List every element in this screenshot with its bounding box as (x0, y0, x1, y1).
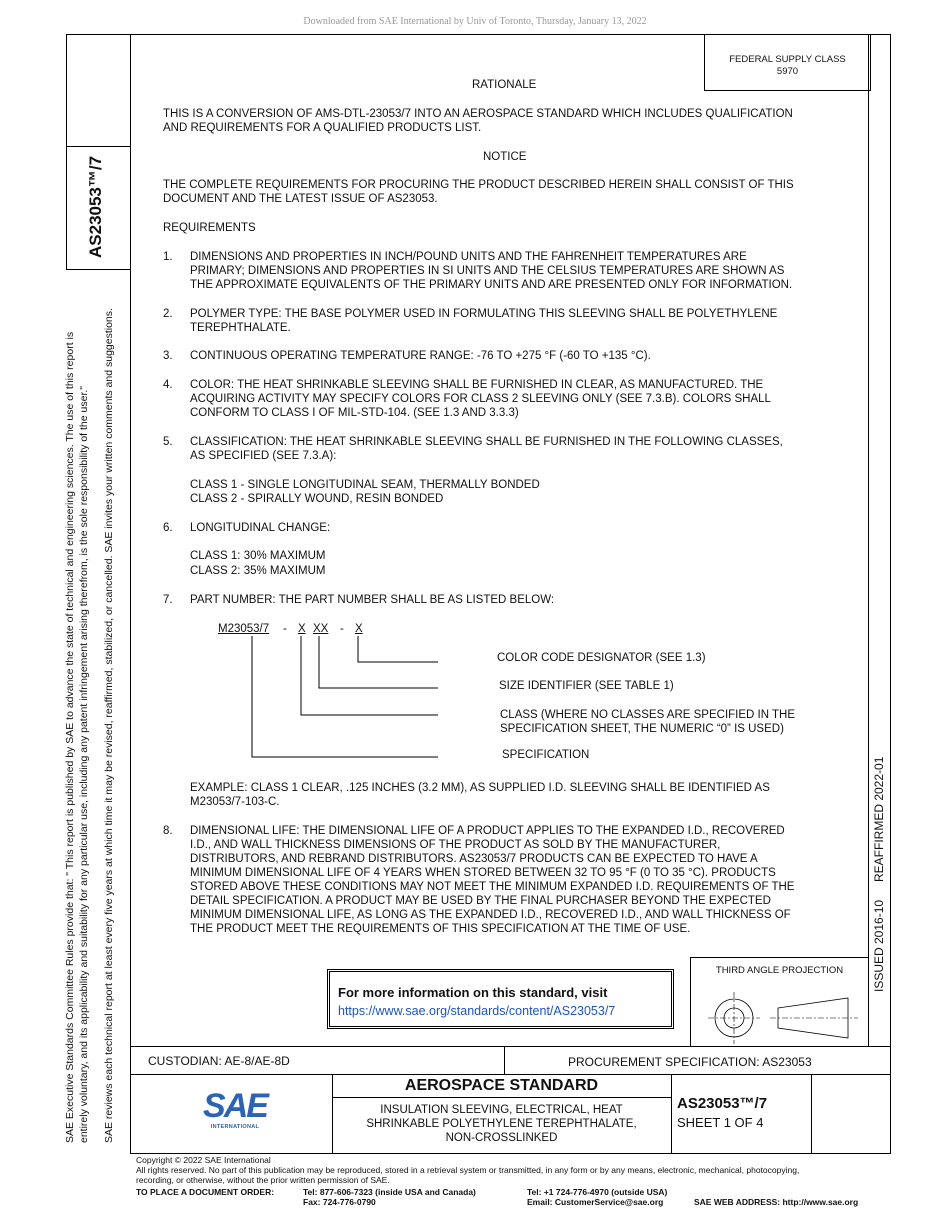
pn-dash: - (283, 623, 287, 635)
pn-dash: - (340, 623, 344, 635)
item-4-line: COLOR: THE HEAT SHRINKABLE SLEEVING SHALL BE FURNISHED IN CLEAR, AS MANUFACTURED. THE (190, 379, 764, 391)
item-2-line: TEREPHTHALATE. (190, 322, 291, 334)
footer-copyright: Copyright © 2022 SAE International (136, 1155, 271, 1165)
class-2-definition: CLASS 2 - SPIRALLY WOUND, RESIN BONDED (190, 493, 444, 505)
doc-id-vertical: AS23053™/7 (86, 155, 105, 258)
item-1-line: THE APPROXIMATE EQUIVALENTS OF THE PRIMARY UNITS AND ARE PRESENTED ONLY FOR INFORMATION. (190, 279, 793, 291)
item-8-line: THE PRODUCT MEET THE REQUIREMENTS OF THIS SPECIFICATION AT THE TIME OF USE. (190, 923, 691, 935)
rationale-line2: AND REQUIREMENTS FOR A QUALIFIED PRODUCTS LIST. (163, 122, 482, 134)
item-8-line: DETAIL SPECIFICATION. A PRODUCT MAY BE USED BY THE FINAL PURCHASER BEYOND THE EXPECTED (190, 895, 771, 907)
class-1-change: CLASS 1: 30% MAXIMUM (190, 550, 326, 562)
item-number: 2. (163, 308, 173, 320)
item-5-line: CLASSIFICATION: THE HEAT SHRINKABLE SLEEVING SHALL BE FURNISHED IN THE FOLLOWING CLASSES, (190, 436, 783, 448)
footer-web: SAE WEB ADDRESS: http://www.sae.org (694, 1197, 859, 1207)
doc-title-line: INSULATION SLEEVING, ELECTRICAL, HEAT (380, 1104, 623, 1116)
footer-rights: recording, or otherwise, without the prior written permission of SAE. (136, 1175, 390, 1185)
aerospace-standard-title: AEROSPACE STANDARD (404, 1077, 599, 1094)
left-notice-line2: entirely voluntary, and its applicability and suitability for any particular use, including any patent infringement arising therefrom, is the sole responsibility of the user." (78, 385, 90, 1143)
item-number: 3. (163, 350, 173, 362)
pn-size: XX (313, 623, 329, 635)
doc-number: AS23053™/7 (677, 1095, 768, 1112)
pn-size-label: SIZE IDENTIFIER (SEE TABLE 1) (499, 680, 674, 692)
custodian: CUSTODIAN: AE-8/AE-8D (148, 1054, 290, 1068)
item-4-line: CONFORM TO CLASS I OF MIL-STD-104. (SEE 1.3 AND 3.3.3) (190, 407, 519, 419)
item-7-line: PART NUMBER: THE PART NUMBER SHALL BE AS LISTED BELOW: (190, 594, 555, 606)
pn-base: M23053/7 (218, 623, 270, 635)
item-2-line: POLYMER TYPE: THE BASE POLYMER USED IN FORMULATING THIS SLEEVING SHALL BE POLYETHYLENE (190, 308, 778, 320)
pn-spec-label: SPECIFICATION (502, 749, 590, 761)
footer-order-label: TO PLACE A DOCUMENT ORDER: (136, 1187, 275, 1197)
rationale-heading: RATIONALE (472, 79, 537, 91)
reaffirmed-date: REAFFIRMED 2022-01 (872, 756, 886, 882)
footer-fax: Fax: 724-776-0790 (303, 1197, 376, 1207)
doc-title-line: NON-CROSSLINKED (445, 1132, 558, 1144)
item-4-line: ACQUIRING ACTIVITY MAY SPECIFY COLORS FOR CLASS 2 SLEEVING ONLY (SEE 7.3.B). COLORS SHALL (190, 393, 771, 405)
item-5-line: AS SPECIFIED (SEE 7.3.A): (190, 450, 337, 462)
item-number: 8. (163, 825, 173, 837)
left-notice-line1: SAE Executive Standards Committee Rules provide that: " This report is published by SAE to advance the state of technical and engineering sciences. The use of this report is (64, 331, 76, 1143)
item-number: 6. (163, 522, 173, 534)
item-1-line: DIMENSIONS AND PROPERTIES IN INCH/POUND UNITS AND THE FAHRENHEIT TEMPERATURES ARE (190, 251, 747, 263)
sae-logo-subtext: INTERNATIONAL (210, 1124, 260, 1130)
item-8-line: MINIMUM DIMENSIONAL LIFE OF 4 YEARS WHEN STORED BETWEEN 32 TO 95 °F (0 TO 35 °C). PRODUCTS (190, 867, 776, 879)
pn-color-label: COLOR CODE DESIGNATOR (SEE 1.3) (497, 652, 706, 664)
notice-line2: DOCUMENT AND THE LATEST ISSUE OF AS23053. (163, 193, 438, 205)
more-info-text: For more information on this standard, visit (338, 985, 608, 1000)
sheet-number: SHEET 1 OF 4 (677, 1115, 764, 1130)
sae-logo-text: SAE (203, 1087, 267, 1125)
custodian-divider (504, 1046, 505, 1075)
footer-email: Email: CustomerService@sae.org (527, 1197, 664, 1207)
more-info-link[interactable]: https://www.sae.org/standards/content/AS23053/7 (338, 1004, 616, 1018)
notice-line1: THE COMPLETE REQUIREMENTS FOR PROCURING THE PRODUCT DESCRIBED HEREIN SHALL CONSIST OF THIS (163, 179, 794, 191)
pn-class-label: SPECIFICATION SHEET, THE NUMERIC “0” IS USED) (500, 723, 784, 735)
item-8-line: MINIMUM DIMENSIONAL LIFE, AS LONG AS THE EXPANDED I.D., RECOVERED I.D., AND WALL THICKNESS OF (190, 909, 791, 921)
doc-title-line: SHRINKABLE POLYETHYLENE TEREPHTHALATE, (366, 1118, 637, 1130)
item-8-line: DISTRIBUTORS, AND REBRAND DISTRIBUTORS. AS23053/7 PRODUCTS CAN BE EXPECTED TO HAVE A (190, 853, 758, 865)
footer-tel-usa: Tel: 877-606-7323 (inside USA and Canada) (303, 1187, 476, 1197)
footer-tel-outside: Tel: +1 724-776-4970 (outside USA) (527, 1187, 668, 1197)
item-3-line: CONTINUOUS OPERATING TEMPERATURE RANGE: -76 TO +275 °F (-60 TO +135 °C). (190, 350, 651, 362)
download-notice: Downloaded from SAE International by Univ of Toronto, Thursday, January 13, 2022 (303, 16, 647, 27)
item-8-line: I.D., AND WALL THICKNESS DIMENSIONS OF THE PRODUCT AS SOLD BY THE MANUFACTURER, (190, 839, 721, 851)
item-6-line: LONGITUDINAL CHANGE: (190, 522, 331, 534)
procurement-spec: PROCUREMENT SPECIFICATION: AS23053 (568, 1055, 812, 1069)
title-underline (332, 1097, 671, 1098)
example-line: M23053/7-103-C. (190, 796, 280, 808)
rationale-line1: THIS IS A CONVERSION OF AMS-DTL-23053/7 INTO AN AEROSPACE STANDARD WHICH INCLUDES QUALIFICATION (163, 108, 793, 120)
item-8-line: STORED ABOVE THESE CONDITIONS MAY NOT MEET THE MINIMUM EXPANDED I.D. REQUIREMENTS OF THE (190, 881, 795, 893)
third-angle-label: THIRD ANGLE PROJECTION (715, 965, 844, 976)
requirements-heading: REQUIREMENTS (163, 222, 256, 234)
item-1-line: PRIMARY; DIMENSIONS AND PROPERTIES IN SI UNITS AND THE CELSIUS TEMPERATURES ARE SHOWN AS (190, 265, 785, 277)
item-number: 1. (163, 251, 173, 263)
federal-supply-label: FEDERAL SUPPLY CLASS (729, 54, 846, 65)
issued-date: ISSUED 2016-10 (872, 899, 886, 992)
pn-color: X (355, 623, 363, 635)
title-divider-2 (671, 1074, 672, 1154)
notice-heading: NOTICE (483, 151, 527, 163)
class-2-change: CLASS 2: 35% MAXIMUM (190, 565, 326, 577)
class-1-definition: CLASS 1 - SINGLE LONGITUDINAL SEAM, THERMALLY BONDED (190, 479, 540, 491)
title-divider-3 (811, 1074, 812, 1154)
item-8-line: DIMENSIONAL LIFE: THE DIMENSIONAL LIFE OF A PRODUCT APPLIES TO THE EXPANDED I.D., RECOVERED (190, 825, 785, 837)
item-number: 4. (163, 379, 173, 391)
footer-rights: All rights reserved. No part of this publication may be reproduced, stored in a retrieval system or transmitted, in any form or by any means, electronic, mechanical, photocopying, (136, 1165, 800, 1175)
federal-supply-value: 5970 (776, 66, 799, 77)
left-notice-line3: SAE reviews each technical report at least every five years at which time it may be revised, reaffirmed, stabilized, or cancelled. SAE invites your written comments and suggestions. (103, 308, 115, 1143)
third-angle-symbol (690, 980, 869, 1044)
item-number: 7. (163, 594, 173, 606)
pn-class-label: CLASS (WHERE NO CLASSES ARE SPECIFIED IN THE (500, 709, 796, 721)
sae-logo (198, 1089, 272, 1137)
example-line: EXAMPLE: CLASS 1 CLEAR, .125 INCHES (3.2 MM), AS SUPPLIED I.D. SLEEVING SHALL BE IDENTIFIED AS (190, 782, 770, 794)
item-number: 5. (163, 436, 173, 448)
pn-class: X (298, 623, 306, 635)
